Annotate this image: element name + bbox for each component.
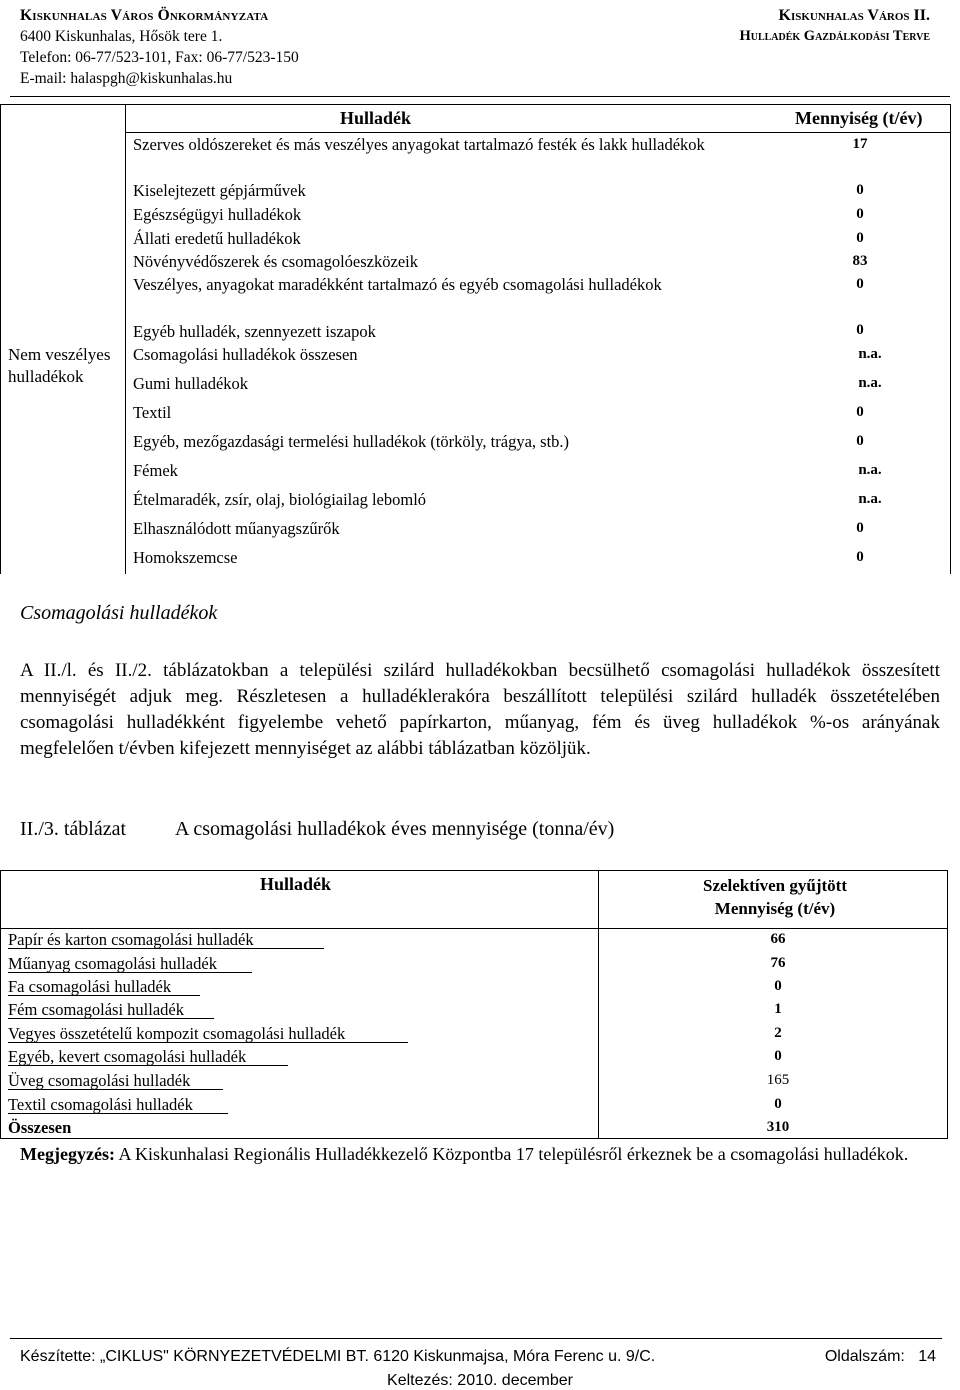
row-value: n.a. (858, 491, 882, 507)
row-label: Papír és karton csomagolási hulladék (8, 930, 254, 949)
table-row: Szerves oldószereket és más veszélyes anyagokat tartalmazó festék és lakk hulladékok (133, 135, 705, 154)
row-value: n.a. (858, 462, 882, 478)
row-value: 0 (856, 549, 864, 565)
table1-border-top (0, 104, 950, 105)
row-value: 66 (770, 931, 786, 947)
row-value: 2 (774, 1025, 782, 1041)
footer-date: Keltezés: 2010. december (387, 1372, 573, 1389)
row-label: Fém csomagolási hulladék (8, 1000, 184, 1019)
row-value: 83 (852, 253, 868, 269)
table-row (8, 928, 324, 951)
note (20, 1142, 940, 1166)
row-value: 0 (856, 404, 864, 420)
section-title: Csomagolási hulladékok (20, 602, 218, 624)
org-address: 6400 Kiskunhalas, Hősök tere 1. (20, 28, 223, 45)
row-value: 17 (852, 136, 868, 152)
table1-border-mid (125, 104, 126, 574)
table2-border-left (0, 870, 1, 1138)
total-value: 310 (766, 1119, 790, 1135)
caption-number: II./3. táblázat (20, 818, 127, 840)
table-row (8, 1069, 223, 1092)
table-row: Ételmaradék, zsír, olaj, biológiailag lebomló (133, 490, 427, 509)
table1-group-label (8, 344, 118, 388)
table-row (8, 998, 214, 1021)
footer-divider (10, 1338, 942, 1339)
org-name: Kiskunhalas Város Önkormányzata (20, 7, 269, 24)
row-value: 0 (856, 276, 864, 292)
caption-title: A csomagolási hulladékok éves mennyisége (tonna/év) (175, 818, 615, 840)
doc-title-line2: Hulladék Gazdálkodási Terve (739, 28, 930, 44)
table1-header-waste: Hulladék (340, 108, 412, 128)
row-label: Üveg csomagolási hulladék (8, 1071, 191, 1090)
table-row (8, 1022, 408, 1045)
row-value: 0 (856, 520, 864, 536)
table1-border-right (950, 104, 951, 574)
table1-header-separator (125, 132, 950, 133)
table-row: Gumi hulladékok (133, 374, 249, 393)
header-divider (10, 96, 950, 97)
table-row (8, 1045, 288, 1068)
row-label: Vegyes összetételű kompozit csomagolási hulladék (8, 1024, 346, 1043)
row-value: 1 (774, 1001, 782, 1017)
header-qty-line2: Mennyiség (t/év) (714, 899, 836, 918)
table-row: Állati eredetű hulladékok (133, 229, 301, 248)
table-row: Fémek (133, 461, 178, 480)
table-row: Egyéb hulladék, szennyezett iszapok (133, 322, 376, 341)
row-value: 76 (770, 955, 786, 971)
total-label: Összesen (8, 1118, 72, 1137)
row-value: 0 (774, 1096, 782, 1112)
row-value: 0 (774, 978, 782, 994)
org-phone: Telefon: 06-77/523-101, Fax: 06-77/523-150 (20, 49, 299, 66)
footer-author: Készítette: „CIKLUS" KÖRNYEZETVÉDELMI BT. 6120 Kiskunmajsa, Móra Ferenc u. 9/C. (20, 1348, 656, 1365)
body-paragraph: A II./l. és II./2. táblázatokban a települési szilárd hulladékokban becsülhető csomagolási hulladékok összesített mennyiségét adjuk meg. Részletesen a hulladéklerakóra beszállított települési szilárd hulladék összetételében csomagolási hulladékként figyelembe vehető papírkarton, műanyag, fém és üveg hulladékok %-os arányának megfelelően t/évben kifejezett mennyiséget az alábbi táblázatban közöljük. (20, 660, 940, 759)
row-label: Textil csomagolási hulladék (8, 1095, 193, 1114)
table-row (8, 1093, 228, 1116)
row-label: Műanyag csomagolási hulladék (8, 954, 217, 973)
note-label: Megjegyzés: (20, 1144, 115, 1164)
letterhead (20, 5, 299, 89)
document-title (739, 5, 930, 47)
table-row: Veszélyes, anyagokat maradékként tartalmazó és egyéb csomagolási hulladékok (133, 275, 662, 294)
row-value: 165 (766, 1072, 790, 1088)
row-value: 0 (856, 230, 864, 246)
table-caption (20, 818, 615, 841)
table2-header-waste: Hulladék (260, 874, 332, 894)
table2-border-right (947, 870, 948, 1138)
table2-border-mid (598, 870, 599, 1138)
table-row: Egyéb, mezőgazdasági termelési hulladékok (törköly, trágya, stb.) (133, 432, 570, 451)
doc-title-line1: Kiskunhalas Város II. (778, 7, 930, 24)
table2-header-quantity (640, 874, 910, 920)
table-row: Textil (133, 403, 172, 422)
footer-page (825, 1348, 936, 1366)
table-row: Kiselejtezett gépjárművek (133, 181, 306, 200)
table-row: Növényvédőszerek és csomagolóeszközeik (133, 252, 418, 271)
page-label: Oldalszám: (824, 1348, 905, 1365)
table-row: Elhasználódott műanyagszűrők (133, 519, 340, 538)
row-label: Fa csomagolási hulladék (8, 977, 172, 996)
row-value: 0 (856, 433, 864, 449)
table-row: Csomagolási hulladékok összesen (133, 345, 358, 364)
table-row: Egészségügyi hulladékok (133, 205, 302, 224)
table1-border-left (0, 104, 1, 574)
row-value: 0 (856, 322, 864, 338)
table-row (8, 975, 200, 998)
row-value: n.a. (858, 346, 882, 362)
table1-header-quantity: Mennyiség (t/év) (795, 108, 923, 128)
header-qty-line1: Szelektíven gyűjtött (702, 876, 847, 895)
row-value: 0 (856, 206, 864, 222)
group-label-text: Nem veszélyes hulladékok (8, 345, 111, 386)
table2-border-top (0, 870, 948, 871)
row-value: n.a. (858, 375, 882, 391)
total-row (8, 1116, 588, 1139)
table-row: Homokszemcse (133, 548, 238, 567)
org-email: E-mail: halaspgh@kiskunhalas.hu (20, 70, 233, 87)
page-number: 14 (918, 1348, 936, 1365)
row-value: 0 (856, 182, 864, 198)
table-row (8, 952, 252, 975)
row-value: 0 (774, 1048, 782, 1064)
note-text: A Kiskunhalasi Regionális Hulladékkezelő Központba 17 településről érkeznek be a csomagolási hulladékok. (114, 1144, 909, 1164)
row-label: Egyéb, kevert csomagolási hulladék (8, 1047, 247, 1066)
